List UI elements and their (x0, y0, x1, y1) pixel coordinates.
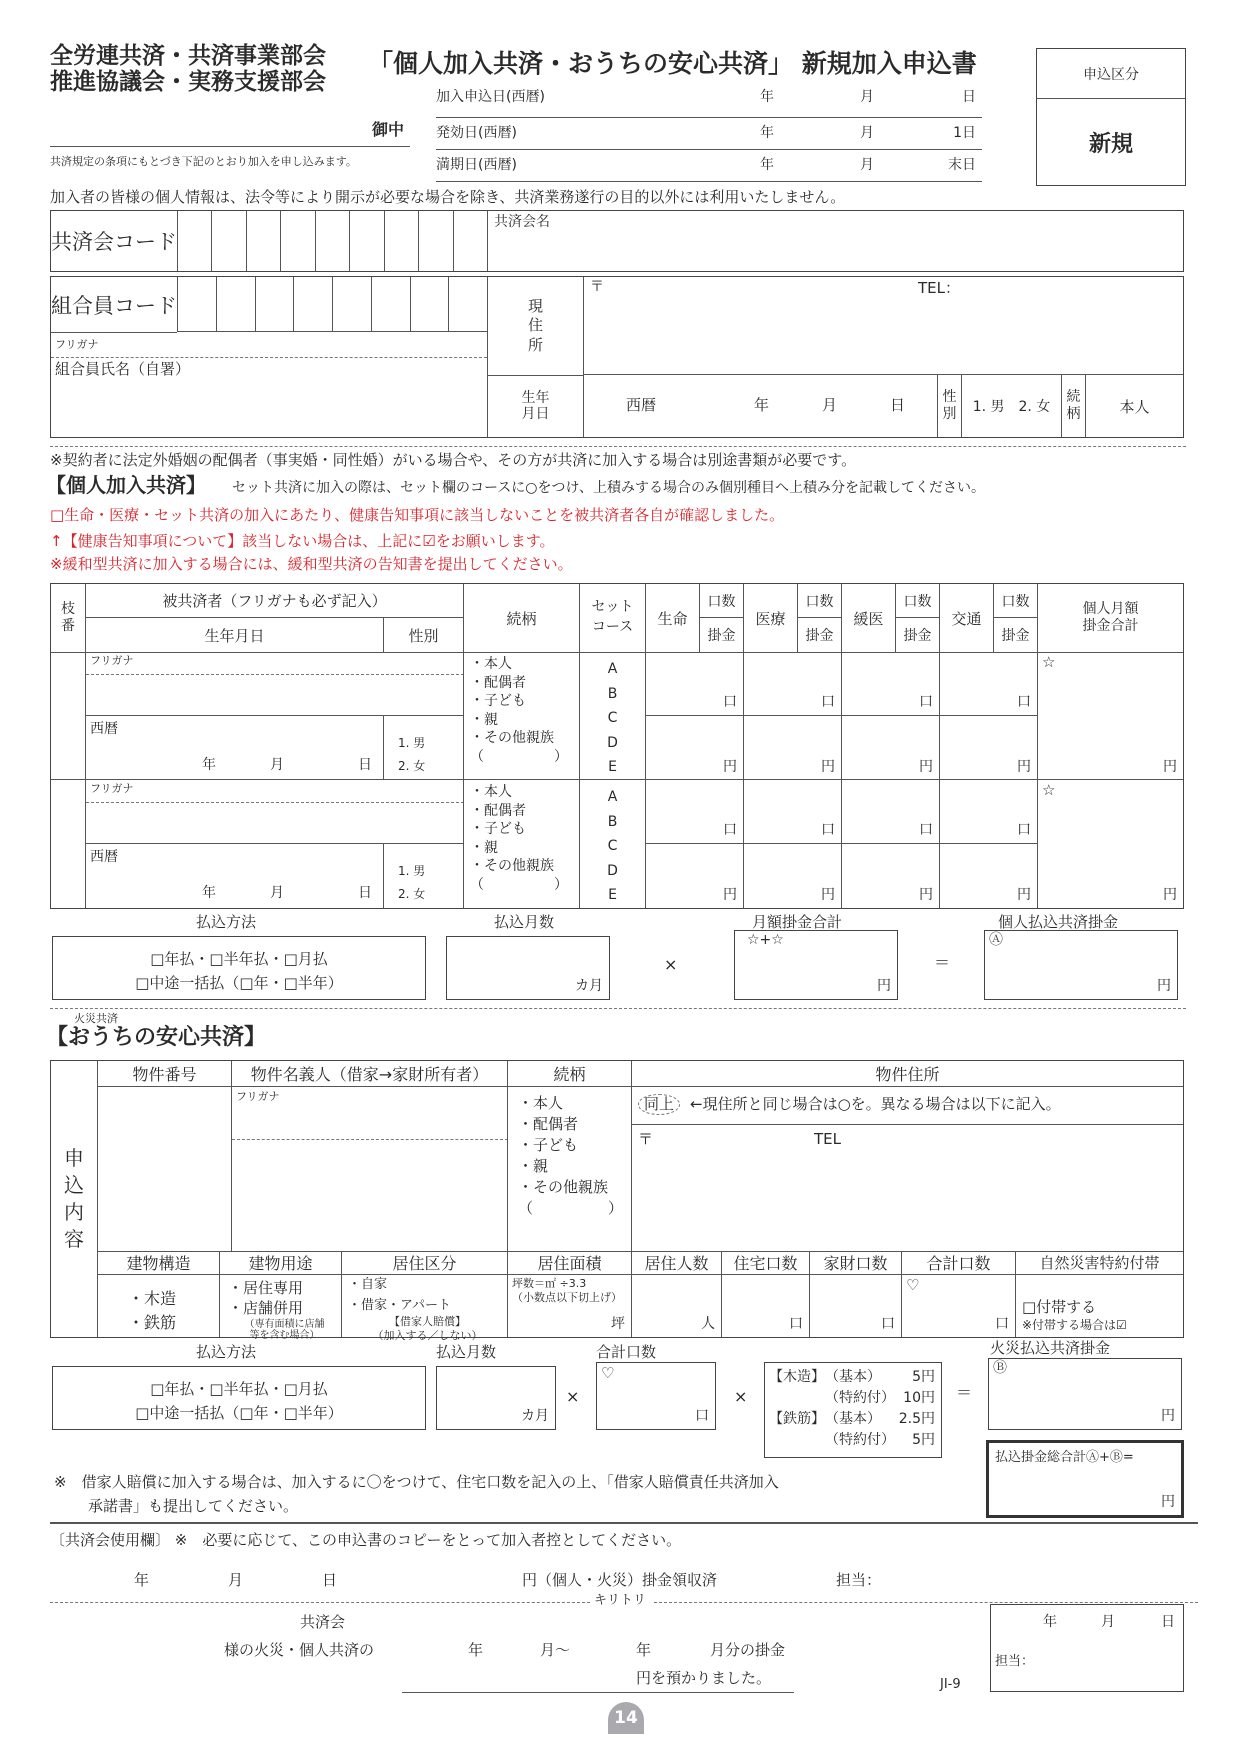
multiply-sign: × (664, 955, 678, 974)
col-area: 居住面積 (507, 1251, 631, 1275)
goods-units-field[interactable]: 口 (809, 1275, 901, 1337)
usage-options[interactable]: ・居住専用 ・店舗併用 （専有面積に店舗 等を含む場合） (219, 1275, 341, 1337)
privacy-notice: 加入者の皆様の個人情報は、法令等により開示が必要な場合を除き、共済業務遂行の目的以外には利用いたしません。 (50, 188, 846, 206)
partner-notice: ※契約者に法定外婚姻の配偶者（事実婚・同性婚）がいる場合や、その方が共済に加入する場合は別途書類が必要です。 (50, 451, 857, 469)
received-text: 円（個人・火災）掛金領収済 (522, 1571, 718, 1589)
personal-months-label: 払込月数 (494, 913, 555, 931)
office-use-heading: 〔共済会使用欄〕 ※ 必要に応じて、この申込書のコピーをとって加入者控としてください。 (50, 1531, 682, 1549)
fire-months-label: 払込月数 (436, 1343, 497, 1361)
member-name-label: 組合員氏名（自署） (55, 360, 191, 378)
equals-sign: ＝ (956, 1383, 973, 1402)
personal-result-field[interactable]: Ⓐ 円 (984, 930, 1178, 1000)
fire-result-field[interactable]: Ⓑ 円 (988, 1358, 1182, 1430)
address-field[interactable] (583, 277, 1183, 375)
star-icon: ☆ (1042, 653, 1056, 671)
mild-units-field[interactable]: 口 (841, 780, 939, 844)
col-disaster: 自然災害特約付帯 (1015, 1251, 1183, 1275)
application-type-label: 申込区分 (1037, 49, 1185, 99)
date-rows (436, 86, 982, 182)
personal-payment-method-label: 払込方法 (196, 913, 257, 931)
people-field[interactable]: 人 (631, 1275, 721, 1337)
set-course-options[interactable]: A B C D E (579, 780, 645, 908)
col-usage: 建物用途 (219, 1251, 341, 1275)
medical-units-field[interactable]: 口 (743, 652, 841, 716)
fire-result-label: 火災払込共済掛金 (990, 1339, 1111, 1357)
area-field[interactable]: 坪数＝㎡ ÷3.3 （小数点以下切上げ） 坪 (507, 1275, 631, 1337)
rate-row: （特約付） 10円 (825, 1390, 935, 1406)
heart-icon: ♡ (906, 1276, 920, 1294)
birth-label: 生年 月日 (487, 375, 583, 437)
col-total: 個人月額 掛金合計 (1037, 584, 1183, 652)
personal-heading: 【個人加入共済】 (46, 473, 206, 497)
fire-heading: 【おうちの安心共済】 (46, 1025, 267, 1050)
fire-units-label: 合計口数 (596, 1343, 657, 1361)
traffic-units-field[interactable]: 口 (939, 780, 1037, 844)
col-life-units: 口数 (699, 584, 743, 618)
structure-options[interactable]: ・木造 ・鉄筋 (97, 1275, 219, 1337)
fire-payment-method[interactable]: □年払・□半年払・□月払 □中途一括払（□年・□半年） (52, 1366, 426, 1430)
fire-relation-options[interactable]: ・本人 ・配偶者 ・子ども ・親 ・その他親族 （ ） (507, 1087, 631, 1251)
org-line-2: 推進協議会・実務支援部会 (50, 69, 326, 95)
insured-relation-options[interactable]: ・本人 ・配偶者 ・子ども ・親 ・その他親族 （ ） (463, 652, 579, 780)
residence-options[interactable]: ・自家 ・借家・アパート 【借家人賠償】 （加入する／しない） (341, 1275, 507, 1337)
col-owner: 物件名義人（借家→家財所有者） (231, 1061, 507, 1087)
circled-a-icon: Ⓐ (989, 932, 1003, 948)
addressee-line (50, 146, 410, 147)
col-structure: 建物構造 (97, 1251, 219, 1275)
personal-payment-method[interactable]: □年払・□半年払・□月払 □中途一括払（□年・□半年） (52, 936, 426, 1000)
receipt-year: 年 (134, 1571, 150, 1589)
property-address-field[interactable]: 〒 TEL (631, 1125, 1183, 1251)
tenant-liability-note-2: 承諾書」も提出してください。 (88, 1497, 299, 1515)
traffic-units-field[interactable]: 口 (939, 652, 1037, 716)
application-type-box (1036, 48, 1186, 186)
member-section (50, 276, 1184, 438)
member-sex-options[interactable]: 1. 男 2. 女 (961, 375, 1061, 437)
col-residence: 居住区分 (341, 1251, 507, 1275)
kyosai-code-input[interactable] (177, 211, 487, 271)
date-row-application[interactable]: 加入申込日(西暦) 年 月 日 (436, 86, 982, 118)
set-course-options[interactable]: A B C D E (579, 652, 645, 780)
total-units-field[interactable]: ♡ 口 (901, 1275, 1015, 1337)
rate-row: （特約付） 5円 (825, 1432, 935, 1448)
health-check-instruction: ↑【健康告知事項について】該当しない場合は、上記に☑をお願いします。 (50, 532, 555, 550)
sama-text: 様の火災・個人共済の (224, 1641, 375, 1659)
monthly-total-label: 月額掛金合計 (752, 913, 843, 931)
medical-premium-field[interactable]: 円 (743, 844, 841, 908)
star-icon: ☆ (1042, 781, 1056, 799)
personal-heading-note: セット共済に加入の際は、セット欄のコースに○をつけ、上積みする場合のみ個別種目へ上積み分を記載してください。 (232, 480, 985, 496)
monthly-total-field[interactable]: ☆+☆ 円 (734, 930, 898, 1000)
insured-row-2 (51, 780, 1183, 908)
page-number: 14 (608, 1702, 644, 1734)
rate-row: 【木造】 （基本） 5円 (769, 1369, 935, 1385)
col-total-units: 合計口数 (901, 1251, 1015, 1275)
col-goods-units: 家財口数 (809, 1251, 901, 1275)
relation-label: 続 柄 (1061, 375, 1085, 437)
traffic-premium-field[interactable]: 円 (939, 716, 1037, 780)
insured-relation-options[interactable]: ・本人 ・配偶者 ・子ども ・親 ・その他親族 （ ） (463, 780, 579, 908)
insured-name-field[interactable]: フリガナ (85, 780, 463, 844)
member-furigana-label: フリガナ (55, 338, 99, 351)
col-life: 生命 (645, 584, 699, 652)
multiply-sign: × (566, 1387, 580, 1406)
house-units-field[interactable]: 口 (721, 1275, 809, 1337)
col-medical: 医療 (743, 584, 797, 652)
fire-units-field[interactable]: ♡ 口 (596, 1362, 716, 1430)
col-mild-premium: 掛金 (895, 618, 939, 652)
postal-mark: 〒 (590, 279, 604, 295)
col-mild-medical: 緩医 (841, 584, 895, 652)
col-sex: 性別 (383, 618, 463, 652)
col-birth: 生年月日 (85, 618, 383, 652)
relaxed-type-notice: ※緩和型共済に加入する場合には、緩和型共済の告知書を提出してください。 (50, 555, 573, 573)
equals-sign: ＝ (934, 953, 951, 972)
date-row-expiry[interactable]: 満期日(西暦) 年 月 末日 (436, 150, 982, 182)
org-line-1: 全労連共済・共済事業部会 (50, 43, 326, 69)
circled-b-icon: Ⓑ (993, 1360, 1007, 1376)
col-fire-relation: 続柄 (507, 1061, 631, 1087)
col-medical-units: 口数 (797, 584, 841, 618)
address-label: 現 住 所 (487, 277, 583, 375)
col-traffic-units: 口数 (993, 584, 1037, 618)
insured-birth-field[interactable]: 西暦 年 月 日 (85, 844, 383, 908)
mild-units-field[interactable]: 口 (841, 652, 939, 716)
col-medical-premium: 掛金 (797, 618, 841, 652)
fire-months-field[interactable]: カ月 (436, 1366, 556, 1430)
insured-birth-field[interactable]: 西暦 年 月 日 (85, 716, 383, 780)
kyosai-code-label: 共済会コード (51, 230, 177, 254)
receipt-stamp-box[interactable]: 年 月 日 担当： (990, 1604, 1184, 1692)
same-address-option[interactable]: 同上 (638, 1094, 680, 1115)
insured-sex-options[interactable]: 1. 男 2. 女 (383, 716, 463, 780)
tenant-liability-note-1: ※ 借家人賠償に加入する場合は、加入するに〇をつけて、住宅口数を記入の上、「借家人賠償責任共済加入 (54, 1473, 779, 1491)
receipt-month: 月 (228, 1571, 244, 1589)
kyosai-code-section (50, 210, 1184, 272)
form-code: JI-9 (940, 1677, 961, 1692)
multiply-sign: × (734, 1387, 748, 1406)
life-units-field[interactable]: 口 (645, 780, 743, 844)
sex-label: 性 別 (937, 375, 961, 437)
col-set-course: セット コース (579, 584, 645, 652)
personal-months-field[interactable]: カ月 (446, 936, 610, 1000)
owner-field[interactable]: フリガナ (231, 1087, 507, 1251)
traffic-premium-field[interactable]: 円 (939, 844, 1037, 908)
member-name-field[interactable] (51, 339, 487, 437)
heart-icon: ♡ (601, 1364, 615, 1382)
fire-ruby: 火災共済 (74, 1012, 118, 1025)
col-house-units: 住宅口数 (721, 1251, 809, 1275)
same-address-row (631, 1087, 1183, 1125)
grand-total-field[interactable]: 払込掛金総合計Ⓐ+Ⓑ= 円 (986, 1440, 1184, 1518)
fire-side-label: 申 込 内 容 (64, 1146, 84, 1251)
insured-row-1 (51, 652, 1183, 780)
kyosaikai-label: 共済会 (300, 1613, 346, 1631)
disaster-option[interactable]: □付帯する ※付帯する場合は☑ (1015, 1275, 1183, 1337)
col-mild-units: 口数 (895, 584, 939, 618)
fire-payment-method-label: 払込方法 (196, 1343, 257, 1361)
insured-sex-options[interactable]: 1. 男 2. 女 (383, 844, 463, 908)
relation-value: 本人 (1085, 375, 1183, 437)
rate-row: 【鉄筋】 （基本） 2.5円 (769, 1411, 935, 1427)
onchu-label: 御中 (372, 120, 405, 139)
col-traffic-premium: 掛金 (993, 618, 1037, 652)
branch-cell[interactable] (51, 652, 85, 780)
personal-insurance-table (50, 583, 1184, 909)
life-premium-field[interactable]: 円 (645, 716, 743, 780)
date-row-effective[interactable]: 発効日(西暦) 年 月 1日 (436, 118, 982, 150)
fire-insurance-table (50, 1060, 1184, 1343)
mild-premium-field[interactable]: 円 (841, 844, 939, 908)
agreement-text: 共済規定の条項にもとづき下記のとおり加入を申し込みます。 (50, 155, 357, 168)
medical-units-field[interactable]: 口 (743, 780, 841, 844)
kyosai-name-field[interactable]: 共済会名 (487, 211, 1183, 271)
col-branch: 枝 番 (61, 601, 75, 634)
life-premium-field[interactable]: 円 (645, 844, 743, 908)
receipt-staff-label: 担当： (836, 1571, 882, 1589)
row-total-field[interactable]: ☆ 円 (1037, 780, 1183, 908)
medical-premium-field[interactable]: 円 (743, 716, 841, 780)
disaster-checkbox[interactable]: □付帯する (1022, 1298, 1097, 1316)
page-title: 「個人加入共済・おうちの安心共済」 新規加入申込書 (368, 49, 977, 78)
insured-name-field[interactable]: フリガナ (85, 652, 463, 716)
col-insured: 被共済者（フリガナも必ず記入） (85, 584, 463, 618)
col-people: 居住人数 (631, 1251, 721, 1275)
application-type-value: 新規 (1088, 131, 1133, 157)
col-property-no: 物件番号 (97, 1061, 231, 1087)
branch-cell[interactable] (51, 780, 85, 908)
receipt-day: 日 (322, 1571, 338, 1589)
personal-result-label: 個人払込共済掛金 (998, 913, 1119, 931)
row-total-field[interactable]: ☆ 円 (1037, 652, 1183, 780)
col-property-address: 物件住所 (631, 1061, 1183, 1087)
cut-line-label: キリトリ (594, 1593, 647, 1608)
deposit-text: 円を預かりました。 (636, 1669, 772, 1687)
member-code-label: 組合員コード (51, 293, 177, 318)
member-birthdate-field[interactable]: 西暦 年 月 日 (583, 375, 937, 437)
col-traffic: 交通 (939, 584, 993, 652)
property-no-field[interactable] (97, 1087, 231, 1251)
health-check-statement[interactable]: □生命・医療・セット共済の加入にあたり、健康告知事項に該当しないことを被共済者各自が確認しました。 (50, 506, 785, 524)
col-relation: 続柄 (463, 584, 579, 652)
mild-premium-field[interactable]: 円 (841, 716, 939, 780)
member-code-input[interactable] (177, 277, 487, 332)
same-address-note: ←現住所と同じ場合は○を。異なる場合は以下に記入。 (690, 1095, 1061, 1113)
life-units-field[interactable]: 口 (645, 652, 743, 716)
rate-table (764, 1362, 942, 1458)
col-life-premium: 掛金 (699, 618, 743, 652)
tel-label: TEL： (918, 279, 960, 297)
